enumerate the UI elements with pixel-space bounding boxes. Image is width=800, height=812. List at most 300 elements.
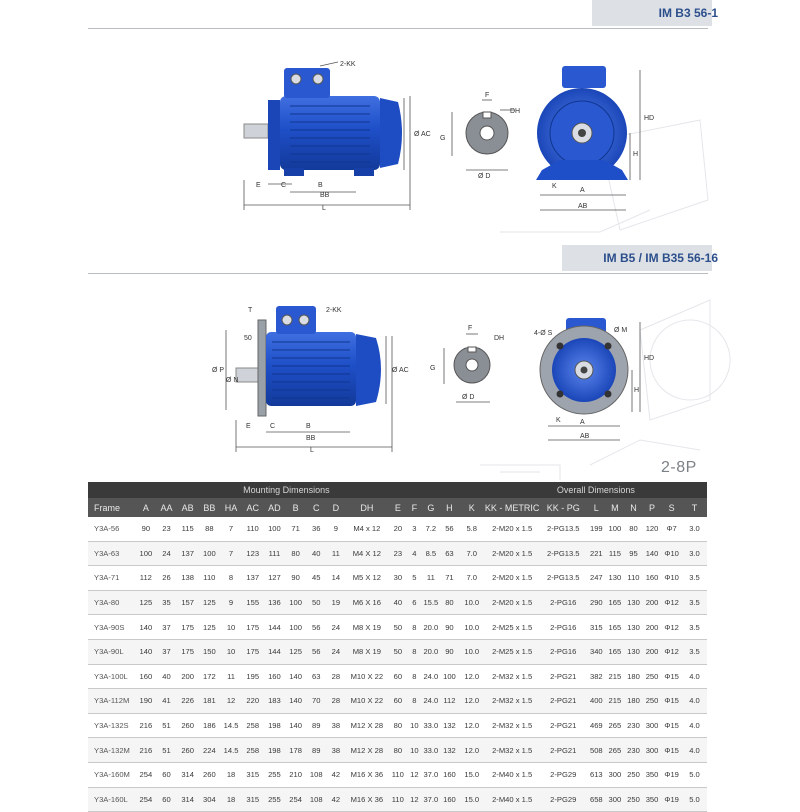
dim-label: C	[281, 182, 287, 189]
table-cell: 19	[327, 590, 346, 615]
table-cell: 198	[264, 713, 286, 738]
table-cell: 115	[606, 541, 625, 566]
table-cell: 255	[264, 787, 286, 812]
column-header: Frame	[88, 498, 136, 517]
table-cell: 340	[587, 639, 606, 664]
column-header: BB	[199, 498, 221, 517]
table-cell: 199	[587, 517, 606, 541]
dim-label: E	[246, 423, 251, 430]
table-cell: 6	[407, 590, 421, 615]
table-cell: 125	[199, 590, 221, 615]
dim-label: 4-Ø S	[534, 330, 553, 337]
table-cell: 123	[242, 541, 264, 566]
table-cell: 260	[177, 738, 199, 763]
table-cell: 2-PG21	[540, 689, 588, 714]
table-cell: 300	[643, 738, 662, 763]
dim-label: Ø D	[462, 394, 475, 401]
table-cell: 132	[440, 713, 459, 738]
table-cell: 28	[327, 689, 346, 714]
table-cell: 165	[606, 590, 625, 615]
table-cell: 3	[407, 517, 421, 541]
table-cell: M6 X 16	[345, 590, 388, 615]
table-group-header	[88, 482, 707, 498]
frame-cell: Y3A-112M	[88, 689, 136, 714]
table-cell: M16 X 36	[345, 762, 388, 787]
column-header: C	[306, 498, 327, 517]
table-cell: 658	[587, 787, 606, 812]
table-cell: 12	[407, 787, 421, 812]
table-cell: 23	[389, 541, 408, 566]
table-cell: 110	[389, 787, 408, 812]
table-cell: 37	[156, 639, 177, 664]
table-cell: 95	[624, 541, 643, 566]
table-cell: 150	[199, 639, 221, 664]
table-row	[88, 517, 707, 541]
dim-label: C	[270, 423, 276, 430]
table-cell: 127	[264, 566, 286, 591]
table-cell: 11	[220, 664, 242, 689]
dim-label: Ø M	[614, 327, 628, 334]
table-cell: 255	[264, 762, 286, 787]
table-cell: 2-M40 x 1.5	[485, 787, 540, 812]
table-cell: 250	[624, 762, 643, 787]
table-cell: 37.0	[422, 787, 441, 812]
table-body	[88, 517, 707, 812]
table-cell: 5	[407, 566, 421, 591]
table-cell: 18	[220, 787, 242, 812]
table-cell: 210	[285, 762, 306, 787]
table-cell: 314	[177, 787, 199, 812]
table-cell: 140	[285, 689, 306, 714]
table-cell: 2-PG16	[540, 590, 588, 615]
table-cell: 140	[643, 541, 662, 566]
table-cell: 315	[242, 762, 264, 787]
dim-label: DH	[494, 335, 505, 342]
table-cell: 175	[177, 639, 199, 664]
column-header: G	[422, 498, 441, 517]
table-cell: 10.0	[459, 639, 485, 664]
table-cell: 4.0	[682, 738, 707, 763]
table-cell: 2-M32 x 1.5	[485, 713, 540, 738]
table-cell: 250	[624, 787, 643, 812]
column-header: AD	[264, 498, 286, 517]
table-cell: 140	[136, 615, 157, 640]
table-cell: 10	[220, 615, 242, 640]
column-header: L	[587, 498, 606, 517]
table-cell: 3.5	[682, 590, 707, 615]
table-cell: 3.5	[682, 566, 707, 591]
table-cell: 11	[422, 566, 441, 591]
table-cell: 165	[606, 639, 625, 664]
table-cell: 7.0	[459, 566, 485, 591]
table-cell: 300	[606, 762, 625, 787]
dim-label: H	[634, 387, 640, 394]
table-cell: 115	[177, 517, 199, 541]
dim-label: T	[248, 307, 253, 314]
table-cell: 14	[327, 566, 346, 591]
table-cell: 5.0	[682, 787, 707, 812]
table-cell: 9	[220, 590, 242, 615]
group-mounting-dimensions: Mounting Dimensions	[88, 482, 485, 498]
table-cell: 221	[587, 541, 606, 566]
table-cell: M10 X 22	[345, 664, 388, 689]
table-cell: 15.5	[422, 590, 441, 615]
table-cell: 144	[264, 615, 286, 640]
table-cell: 2-M20 x 1.5	[485, 566, 540, 591]
table-cell: Φ15	[661, 738, 682, 763]
table-cell: 8	[407, 639, 421, 664]
table-cell: 181	[199, 689, 221, 714]
table-cell: 100	[606, 517, 625, 541]
table-cell: 140	[136, 639, 157, 664]
table-cell: 100	[285, 590, 306, 615]
table-cell: 247	[587, 566, 606, 591]
table-cell: 2-M25 x 1.5	[485, 639, 540, 664]
table-cell: M8 X 19	[345, 639, 388, 664]
table-cell: 100	[136, 541, 157, 566]
table-cell: 37	[156, 615, 177, 640]
table-cell: 12	[220, 689, 242, 714]
table-cell: 40	[156, 664, 177, 689]
dim-label: Ø N	[226, 377, 239, 384]
table-cell: Φ12	[661, 615, 682, 640]
table-cell: 36	[306, 517, 327, 541]
b5-front-view	[540, 318, 640, 440]
table-cell: 4	[407, 541, 421, 566]
table-cell: 12.0	[459, 713, 485, 738]
table-cell: 5.0	[682, 762, 707, 787]
dim-label: H	[633, 151, 639, 158]
table-cell: 12.0	[459, 738, 485, 763]
table-cell: 14.5	[220, 713, 242, 738]
table-cell: M5 X 12	[345, 566, 388, 591]
table-cell: Φ15	[661, 664, 682, 689]
column-header: AA	[156, 498, 177, 517]
table-cell: 111	[264, 541, 286, 566]
table-cell: 35	[156, 590, 177, 615]
table-cell: 216	[136, 713, 157, 738]
table-cell: Φ7	[661, 517, 682, 541]
table-cell: 8.5	[422, 541, 441, 566]
column-header: S	[661, 498, 682, 517]
table-cell: 15.0	[459, 787, 485, 812]
dim-label: 2-KK	[340, 61, 356, 68]
table-cell: 400	[587, 689, 606, 714]
table-cell: 300	[606, 787, 625, 812]
table-cell: 382	[587, 664, 606, 689]
dim-label: B	[306, 423, 311, 430]
table-cell: 300	[643, 713, 662, 738]
table-cell: 2-M20 x 1.5	[485, 541, 540, 566]
column-header: HA	[220, 498, 242, 517]
table-cell: 38	[327, 713, 346, 738]
table-cell: M10 X 22	[345, 689, 388, 714]
dim-label: HD	[644, 355, 655, 362]
dimensions-table	[88, 482, 707, 812]
table-cell: 24.0	[422, 689, 441, 714]
column-header: AC	[242, 498, 264, 517]
table-cell: 2-M32 x 1.5	[485, 664, 540, 689]
group-overall-dimensions: Overall Dimensions	[485, 482, 707, 498]
table-cell: 224	[199, 738, 221, 763]
table-cell: 40	[306, 541, 327, 566]
table-cell: 80	[440, 590, 459, 615]
table-cell: Φ15	[661, 713, 682, 738]
table-row	[88, 713, 707, 738]
table-cell: 125	[199, 615, 221, 640]
table-cell: 250	[643, 689, 662, 714]
dim-label: F	[468, 325, 473, 332]
table-cell: 70	[306, 689, 327, 714]
table-cell: 10	[407, 738, 421, 763]
table-cell: 9	[327, 517, 346, 541]
dim-label: Ø P	[212, 367, 225, 374]
table-cell: 20	[389, 517, 408, 541]
dim-label: AB	[580, 433, 590, 440]
table-cell: 290	[587, 590, 606, 615]
table-cell: 2-PG21	[540, 664, 588, 689]
table-cell: 5.8	[459, 517, 485, 541]
column-header: KK - PG	[540, 498, 588, 517]
table-cell: Φ10	[661, 566, 682, 591]
table-cell: 130	[624, 639, 643, 664]
dim-label: E	[256, 182, 261, 189]
dim-label: F	[485, 92, 490, 99]
table-cell: 2-M25 x 1.5	[485, 615, 540, 640]
table-cell: 20.0	[422, 639, 441, 664]
dim-label: A	[580, 187, 585, 194]
table-cell: 100	[440, 664, 459, 689]
table-cell: 226	[177, 689, 199, 714]
table-cell: 33.0	[422, 738, 441, 763]
table-cell: 260	[177, 713, 199, 738]
table-cell: 112	[136, 566, 157, 591]
dim-label: G	[440, 135, 446, 142]
table-cell: 2-M32 x 1.5	[485, 689, 540, 714]
table-cell: 90	[440, 639, 459, 664]
column-header: F	[407, 498, 421, 517]
table-cell: 160	[136, 664, 157, 689]
table-cell: 125	[285, 639, 306, 664]
dim-label: K	[556, 417, 561, 424]
table-cell: 265	[606, 713, 625, 738]
table-cell: 8	[407, 615, 421, 640]
table-cell: 100	[199, 541, 221, 566]
table-cell: 40	[389, 590, 408, 615]
table-cell: 80	[389, 713, 408, 738]
table-cell: 160	[440, 787, 459, 812]
table-cell: 18	[220, 762, 242, 787]
table-cell: 125	[136, 590, 157, 615]
table-cell: Φ19	[661, 787, 682, 812]
table-row	[88, 689, 707, 714]
table-cell: 4.0	[682, 689, 707, 714]
frame-cell: Y3A-160L	[88, 787, 136, 812]
table-cell: 265	[606, 738, 625, 763]
table-cell: 2-PG16	[540, 615, 588, 640]
column-header: A	[136, 498, 157, 517]
table-cell: 100	[264, 517, 286, 541]
table-cell: 42	[327, 787, 346, 812]
table-cell: 178	[285, 738, 306, 763]
table-cell: 110	[389, 762, 408, 787]
table-cell: 508	[587, 738, 606, 763]
table-cell: 110	[624, 566, 643, 591]
table-cell: 2-M20 x 1.5	[485, 590, 540, 615]
table-cell: 50	[389, 615, 408, 640]
dim-label: Ø AC	[392, 367, 409, 374]
table-cell: 56	[306, 615, 327, 640]
table-cell: 200	[643, 615, 662, 640]
table-cell: 254	[136, 787, 157, 812]
b3-side-view	[244, 62, 410, 210]
table-cell: 3.0	[682, 541, 707, 566]
table-cell: 2-PG21	[540, 738, 588, 763]
table-cell: 2-PG13.5	[540, 517, 588, 541]
table-cell: 2-PG21	[540, 713, 588, 738]
table-cell: 469	[587, 713, 606, 738]
column-header: H	[440, 498, 459, 517]
table-cell: 3.0	[682, 517, 707, 541]
table-cell: 258	[242, 738, 264, 763]
table-row	[88, 664, 707, 689]
frame-cell: Y3A-80	[88, 590, 136, 615]
table-cell: 20.0	[422, 615, 441, 640]
table-cell: 110	[242, 517, 264, 541]
table-cell: 315	[587, 615, 606, 640]
table-cell: 88	[199, 517, 221, 541]
table-cell: M4 x 12	[345, 517, 388, 541]
frame-cell: Y3A-90L	[88, 639, 136, 664]
table-cell: 350	[643, 787, 662, 812]
table-cell: 230	[624, 713, 643, 738]
table-cell: 50	[306, 590, 327, 615]
table-row	[88, 615, 707, 640]
table-cell: 12.0	[459, 689, 485, 714]
table-row	[88, 787, 707, 812]
table-cell: 2-PG29	[540, 762, 588, 787]
table-cell: 304	[199, 787, 221, 812]
table-cell: 613	[587, 762, 606, 787]
table-cell: 175	[177, 615, 199, 640]
table-cell: 41	[156, 689, 177, 714]
table-cell: 160	[264, 664, 286, 689]
table-cell: 132	[440, 738, 459, 763]
table-cell: 51	[156, 738, 177, 763]
table-cell: 172	[199, 664, 221, 689]
dim-label: Ø D	[478, 173, 491, 180]
column-header: T	[682, 498, 707, 517]
table-cell: 7.0	[459, 541, 485, 566]
table-cell: 183	[264, 689, 286, 714]
table-cell: Φ19	[661, 762, 682, 787]
table-cell: 89	[306, 738, 327, 763]
table-cell: Φ12	[661, 639, 682, 664]
table-cell: 7.2	[422, 517, 441, 541]
table-cell: 220	[242, 689, 264, 714]
table-cell: 137	[177, 541, 199, 566]
frame-cell: Y3A-90S	[88, 615, 136, 640]
table-cell: M16 X 36	[345, 787, 388, 812]
table-cell: 112	[440, 689, 459, 714]
table-cell: 100	[285, 615, 306, 640]
table-cell: 140	[285, 713, 306, 738]
dim-label: A	[580, 419, 585, 426]
table-cell: 60	[389, 664, 408, 689]
table-cell: 215	[606, 664, 625, 689]
table-cell: 8	[407, 689, 421, 714]
table-cell: 4.0	[682, 713, 707, 738]
table-cell: 90	[136, 517, 157, 541]
frame-cell: Y3A-63	[88, 541, 136, 566]
table-cell: 28	[327, 664, 346, 689]
table-cell: 130	[606, 566, 625, 591]
table-cell: 3.5	[682, 615, 707, 640]
table-cell: 80	[285, 541, 306, 566]
table-cell: 2-PG16	[540, 639, 588, 664]
table-cell: 2-M40 x 1.5	[485, 762, 540, 787]
table-cell: 10.0	[459, 615, 485, 640]
table-cell: 254	[285, 787, 306, 812]
column-header: N	[624, 498, 643, 517]
table-cell: 3.5	[682, 639, 707, 664]
table-cell: 144	[264, 639, 286, 664]
table-cell: 136	[264, 590, 286, 615]
frame-cell: Y3A-100L	[88, 664, 136, 689]
table-cell: Φ15	[661, 689, 682, 714]
table-cell: 24	[327, 639, 346, 664]
dim-label: 2-KK	[326, 307, 342, 314]
table-cell: 10.0	[459, 590, 485, 615]
table-cell: 60	[389, 689, 408, 714]
table-cell: 80	[624, 517, 643, 541]
table-row	[88, 590, 707, 615]
table-cell: 108	[306, 787, 327, 812]
table-cell: 175	[242, 615, 264, 640]
table-cell: 180	[624, 664, 643, 689]
table-cell: 26	[156, 566, 177, 591]
column-header: KK - METRIC	[485, 498, 540, 517]
table-cell: 130	[624, 615, 643, 640]
frame-cell: Y3A-132M	[88, 738, 136, 763]
column-header: E	[389, 498, 408, 517]
table-cell: 60	[156, 762, 177, 787]
dim-label: Ø AC	[414, 131, 431, 138]
table-cell: 315	[242, 787, 264, 812]
table-cell: Φ10	[661, 541, 682, 566]
table-cell: 15.0	[459, 762, 485, 787]
table-cell: 50	[389, 639, 408, 664]
table-cell: 90	[285, 566, 306, 591]
table-cell: 314	[177, 762, 199, 787]
frame-cell: Y3A-56	[88, 517, 136, 541]
table-cell: 2-PG29	[540, 787, 588, 812]
table-cell: 230	[624, 738, 643, 763]
table-cell: 45	[306, 566, 327, 591]
table-cell: 155	[242, 590, 264, 615]
dim-label: K	[552, 183, 557, 190]
dim-label: G	[430, 365, 436, 372]
table-row	[88, 762, 707, 787]
table-cell: 12	[407, 762, 421, 787]
table-cell: 260	[199, 762, 221, 787]
dim-label: B	[318, 182, 323, 189]
dim-label: HD	[644, 115, 655, 122]
table-cell: 63	[440, 541, 459, 566]
dim-label: AB	[578, 203, 588, 210]
dim-label: BB	[306, 435, 316, 442]
table-cell: 33.0	[422, 713, 441, 738]
